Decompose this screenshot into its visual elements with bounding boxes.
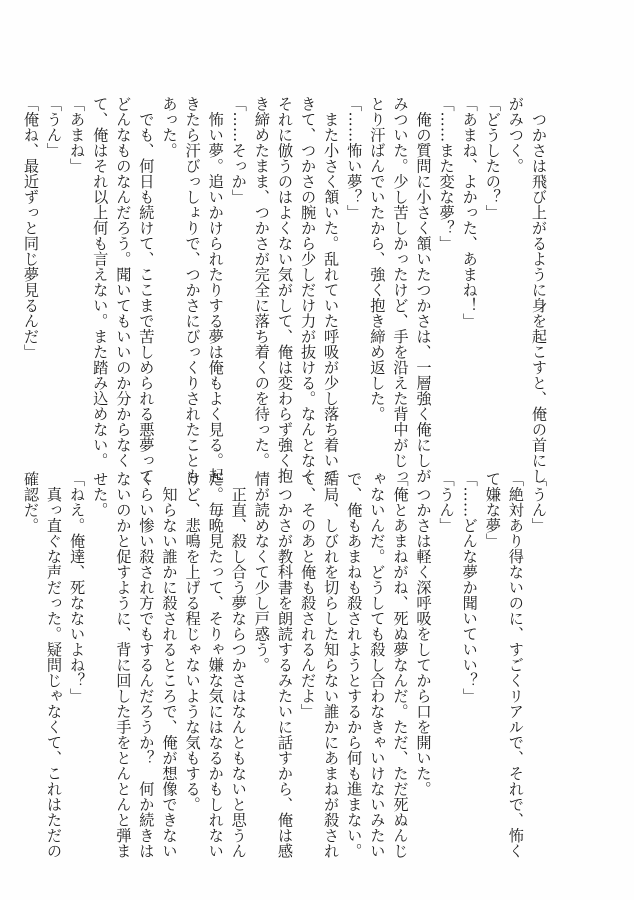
text-line: きたら汗びっしょりで、つかさにびっくりされたことも bbox=[183, 96, 202, 484]
text-line: ゃないんだ。どうしても殺し合わなきゃいけないみたい bbox=[368, 471, 387, 859]
text-line: 「絶対あり得ないのに、すごくリアルで、それで、怖く bbox=[506, 471, 525, 859]
text-line: くらい惨い殺され方でもするんだろうか？ 何か続きは bbox=[137, 471, 156, 859]
text-line: 「……怖い夢？」 bbox=[345, 96, 364, 220]
text-line: 怖い夢。追いかけられたりする夢は俺もよく見る。起 bbox=[206, 96, 225, 484]
text-line: だ。毎晩見たって、そりゃ嫌な気にはなるかもしれない bbox=[206, 471, 225, 859]
text-line: 「どうしたの？」 bbox=[483, 96, 502, 220]
text-line: きて、つかさの腕から少しだけ力が抜ける。なんとなく bbox=[299, 96, 318, 484]
text-line: つかさは軽く深呼吸をしてから口を開いた。 bbox=[414, 471, 433, 797]
text-line: 真っ直ぐな声だった。疑問じゃなくて、これはただの bbox=[45, 471, 64, 859]
text-line: けど、悲鳴を上げる程じゃないような気もする。 bbox=[183, 471, 202, 812]
text-line: 結局、しびれを切らした知らない誰かにあまねが殺され bbox=[322, 471, 341, 859]
text-line: 「ねえ。俺達、死なないよね？」 bbox=[68, 471, 87, 704]
text-line: つかさが教科書を朗読するみたいに話すから、俺は感 bbox=[275, 471, 294, 859]
text-line: 「俺とあまねがね、死ぬ夢なんだ。ただ、ただ死ぬんじ bbox=[391, 471, 410, 859]
text-line: みついた。少し苦しかったけど、手を沿えた背中がじっ bbox=[391, 96, 410, 484]
text-line: て、俺はそれ以上何も言えない。また踏み込めない。 bbox=[91, 96, 110, 468]
text-line: 「うん」 bbox=[45, 96, 64, 158]
text-line: あった。 bbox=[160, 96, 179, 158]
text-line: 「……そっか」 bbox=[229, 96, 248, 205]
text-line: き締めたまま、つかさが完全に落ち着くのを待った。 bbox=[252, 96, 271, 468]
text-line: また小さく頷いた。乱れていた呼吸が少し落ち着いて bbox=[322, 96, 341, 484]
text-line: 「……どんな夢か聞いていい？」 bbox=[460, 471, 479, 704]
text-line: 「うん」 bbox=[530, 471, 548, 533]
text-line: がみつく。 bbox=[506, 96, 525, 174]
text-line: 情が読めなくて少し戸惑う。 bbox=[252, 471, 271, 673]
text-line: でも、何日も続けて、ここまで苦しめられる悪夢って bbox=[137, 96, 156, 484]
text-line: 「俺ね、最近ずっと同じ夢見るんだ」 bbox=[21, 96, 40, 360]
text-line: せた。 bbox=[91, 471, 110, 518]
text-line: それに倣うのはよくない気がして、俺は変わらず強く抱 bbox=[275, 96, 294, 484]
text-line: で、俺もあまねも殺されようとするから何も進まない。 bbox=[345, 471, 364, 859]
text-line: 「うん」 bbox=[437, 471, 456, 533]
text-line: 確認だ。 bbox=[21, 471, 40, 533]
text-line: とり汗ばんでいたから、強く抱き締め返した。 bbox=[368, 96, 387, 422]
text-line: 俺の質問に小さく頷いたつかさは、一層強く俺にしが bbox=[414, 96, 433, 484]
text-line: て嫌な夢」 bbox=[483, 471, 502, 549]
text-line: どんなものなんだろう。聞いてもいいのか分からなく bbox=[114, 96, 133, 468]
text-line: 「あまね、よかった、あまね！」 bbox=[460, 96, 479, 329]
text-line: 「……また変な夢？」 bbox=[437, 96, 456, 251]
text-line: つかさは飛び上がるように身を起こすと、俺の首にし bbox=[530, 96, 548, 484]
text-line: ないのかと促すように、背に回した手をとんとんと弾ま bbox=[114, 471, 133, 859]
text-line: て、そのあと俺も殺されるんだよ」 bbox=[299, 471, 318, 719]
lower-text-block bbox=[21, 471, 550, 859]
text-line: 正直、殺し合う夢ならつかさはなんともないと思うん bbox=[229, 471, 248, 859]
text-line: 知らない誰かに殺されるところで、俺が想像できない bbox=[160, 471, 179, 859]
text-line: 「あまね」 bbox=[68, 96, 87, 174]
upper-text-block bbox=[21, 96, 550, 484]
